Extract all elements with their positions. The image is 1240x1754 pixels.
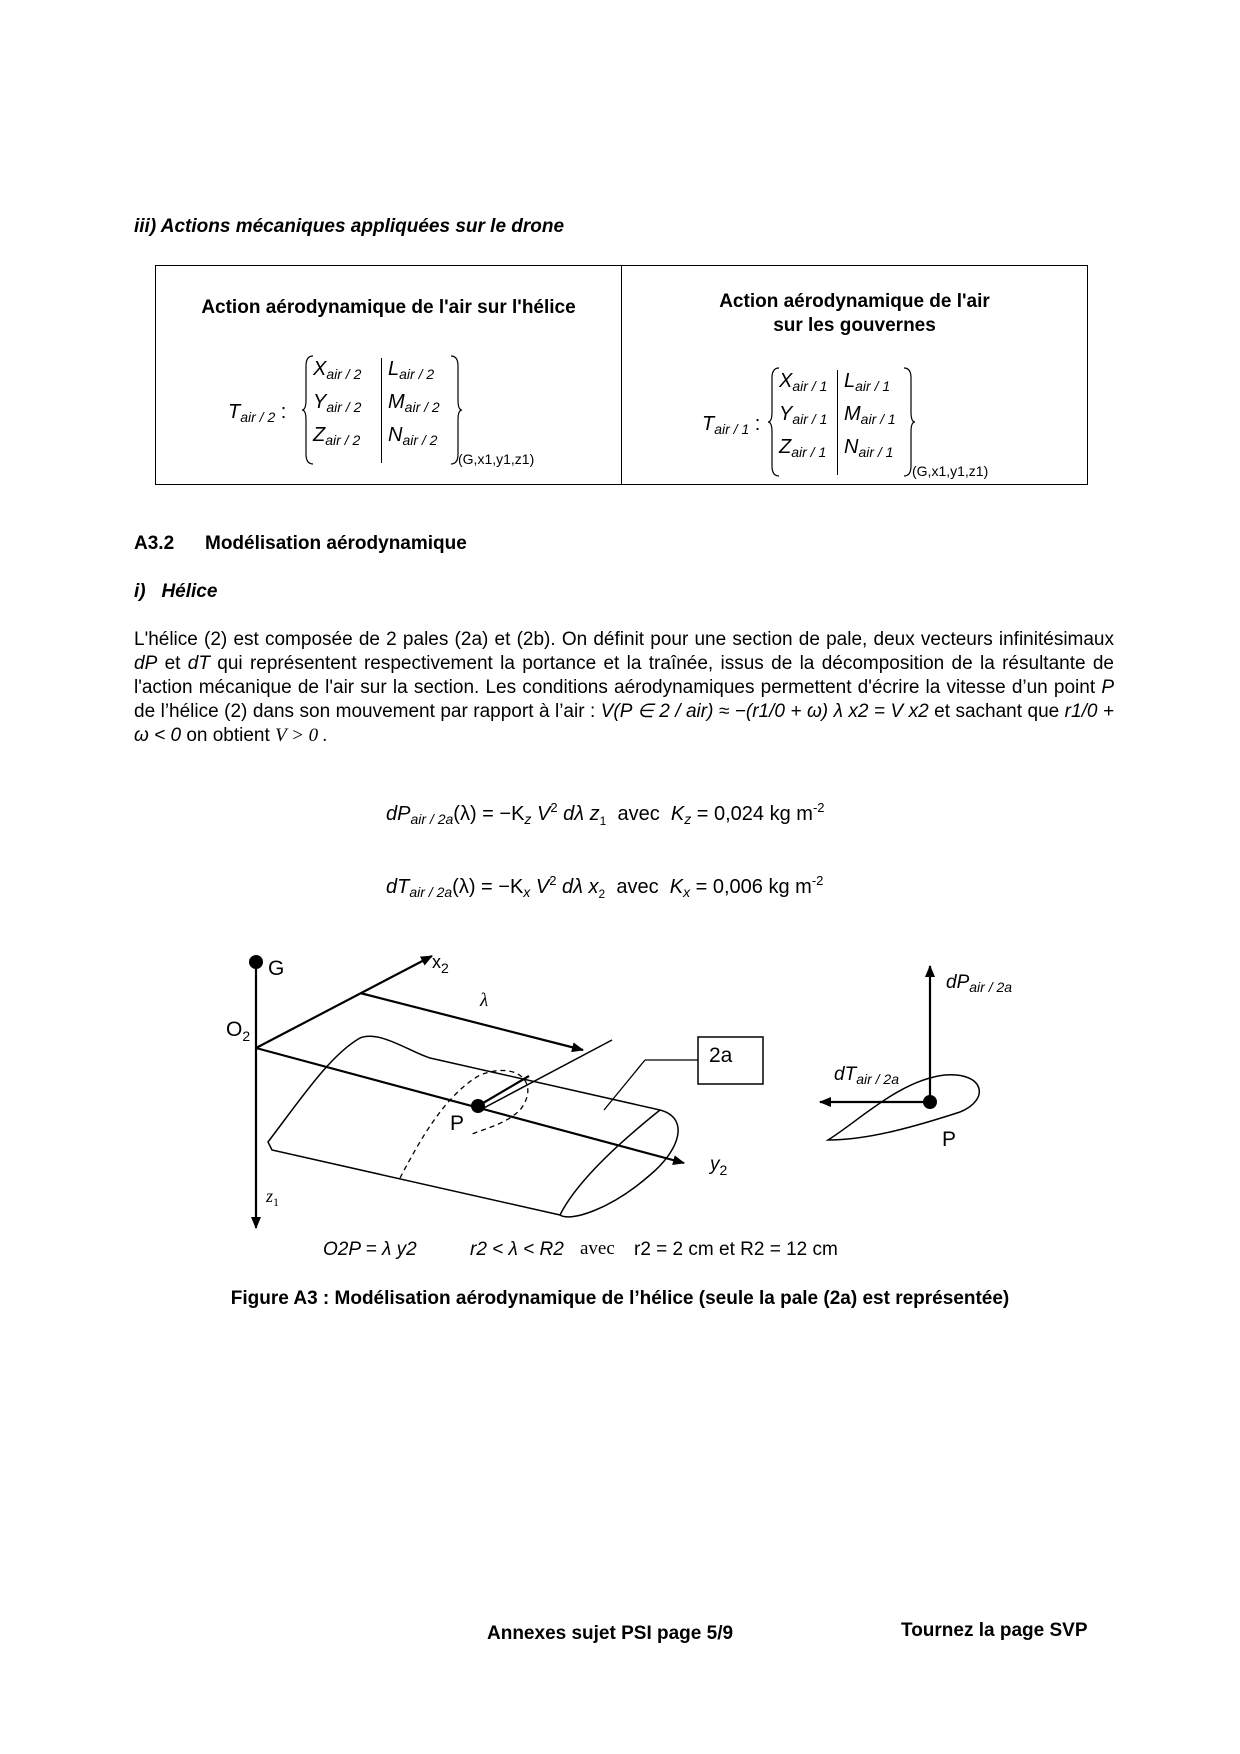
subsection-helice-title: i) Hélice (134, 581, 218, 602)
torsor1-name: $T_{air / 2}$ : (228, 401, 287, 425)
vector-dP: dP (134, 653, 158, 674)
torsor2-basis: (G,x1,y1,z1) (912, 463, 989, 479)
section-line (478, 1076, 529, 1106)
lambda-extension-line (480, 1040, 612, 1110)
torsor1-row-z: $Z_{air / 2}$ (313, 424, 361, 448)
torsor1-row-n: $N_{air / 2}$ (388, 424, 438, 448)
torsor1-basis: (G,x1,y1,z1) (458, 451, 535, 467)
label-P-profile: P (942, 1128, 957, 1151)
section-a32-title: Modélisation aérodynamique (205, 533, 467, 554)
radius-values: r2 = 2 cm et R2 = 12 cm (634, 1239, 838, 1260)
lift-equation: $dP_{air / 2a}(\lambda) = -K_z$ $V^2$ dλ $z_1$ avec $K_z = 0,024$ kg $m^{-2}$ (386, 800, 825, 828)
label-G: G (268, 957, 285, 980)
section-a32-number: A3.2 (134, 533, 175, 554)
label-y2: $y_2$ (710, 1154, 728, 1178)
paragraph: L'hélice (2) est composée de 2 pales (2a) et (2b). On définit pour une section de pale, deux vecteurs infinitésimaux dP et dT qui représentent respectivement la portance et la traînée, issus de la décomposition de la résultante de l'action mécanique de l'air sur la section. Les conditions aérodynamiques permettent d'écrire la vitesse d’un point P de l’hélice (2) dans son mouvement par rapport à l’air : V(P ∈ 2 / air) ≈ −(r1/0 + ω) λ x2 = V x2 et sachant que r1/0 + ω < 0 on obtient V > 0 . (134, 629, 1115, 746)
torsor2-name: $T_{air / 1}$ : (702, 413, 761, 437)
label-z1: $z_1$ (266, 1186, 280, 1209)
point-G (249, 955, 263, 969)
label-lambda: λ (480, 990, 489, 1011)
point-P-profile (923, 1095, 937, 1109)
footer-turn-page: Tournez la page SVP (901, 1620, 1088, 1641)
position-equation: O2P = λ y2 (323, 1239, 417, 1260)
label-O2: $O_2$ (226, 1018, 251, 1044)
velocity-condition: r1/0 + ω < 0 (134, 701, 1114, 746)
figure-caption: Figure A3 : Modélisation aérodynamique de l’hélice (seule la pale (2a) est représentée) (230, 1288, 1010, 1309)
footer-page: Annexes sujet PSI page 5/9 (487, 1623, 734, 1644)
velocity-equation: V(P ∈ 2 / air) ≈ −(r1/0 + ω) λ x2 = V x2 (600, 701, 929, 722)
drag-equation: $dT_{air / 2a}(\lambda) = -K_x$ $V^2$ dλ $x_2$ avec $K_x = 0,006$ kg $m^{-2}$ (386, 873, 824, 901)
propeller-action-title: Action aérodynamique de l'air sur l'hélice (201, 297, 576, 318)
rudders-action-title: Action aérodynamique de l'air sur les gouvernes (719, 291, 990, 336)
torsor1-row-y: $Y_{air / 2}$ (313, 391, 362, 415)
section-iii-title: iii) Actions mécaniques appliquées sur le drone (134, 216, 565, 237)
label-x2: $x_2$ (432, 952, 449, 976)
torsor1-row-m: $M_{air / 2}$ (388, 391, 440, 415)
radius-range: r2 < λ < R2 (470, 1239, 564, 1260)
torsor1-row-l: $L_{air / 2}$ (388, 358, 435, 382)
torsor2-row-x: $X_{air / 1}$ (779, 370, 828, 394)
torsor2-row-m: $M_{air / 1}$ (844, 403, 896, 427)
axis-y2 (256, 1048, 684, 1163)
torsor2-row-n: $N_{air / 1}$ (844, 436, 894, 460)
torsor2-row-l: $L_{air / 1}$ (844, 370, 891, 394)
velocity-result: V > 0 . (275, 725, 328, 746)
label-P: P (450, 1112, 465, 1135)
label-2a: 2a (709, 1044, 733, 1067)
torsor1-row-x: $X_{air / 2}$ (313, 358, 362, 382)
label-dT-air: $dT_{air / 2a}$ (834, 1064, 899, 1087)
range-avec: avec (580, 1238, 615, 1259)
vector-dT: dT (187, 653, 210, 674)
label-dP-air: $dP_{air / 2a}$ (946, 972, 1013, 995)
torsor2-row-z: $Z_{air / 1}$ (779, 436, 827, 460)
blade-tip-section (560, 1110, 660, 1215)
blade-outline (268, 1036, 678, 1217)
torsor2-row-y: $Y_{air / 1}$ (779, 403, 828, 427)
